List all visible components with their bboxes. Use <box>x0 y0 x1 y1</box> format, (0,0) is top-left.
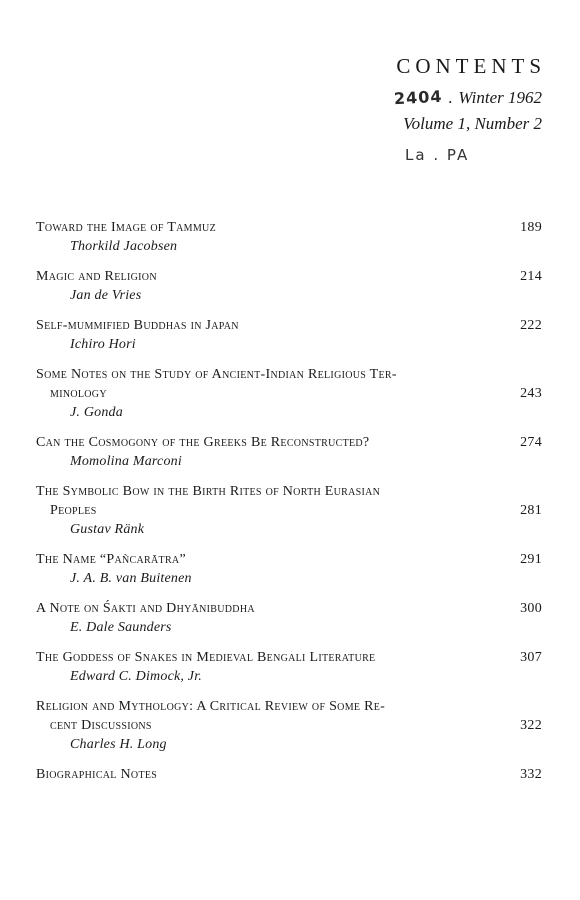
entry-title-text: The Goddess of Snakes in Medieval Bengali Literature <box>36 650 376 665</box>
entry-title <box>36 648 542 667</box>
entry-title-continued <box>36 384 542 403</box>
toc-entry[interactable] <box>36 648 542 686</box>
toc-entry[interactable] <box>36 316 542 354</box>
entry-author: Edward C. Dimock, Jr. <box>70 669 203 684</box>
entry-title <box>36 365 542 384</box>
issue-season: Winter 1962 <box>458 88 542 107</box>
entry-title-cont-text: Peoples <box>50 503 97 518</box>
entry-author: Momolina Marconi <box>70 454 182 469</box>
entry-page: 281 <box>520 503 542 518</box>
toc-entry[interactable] <box>36 599 542 637</box>
entry-title <box>36 697 542 716</box>
entry-title <box>36 316 542 335</box>
toc-entry[interactable] <box>36 365 542 422</box>
entry-page: 322 <box>520 718 542 733</box>
entry-title <box>36 482 542 501</box>
entry-title <box>36 599 542 618</box>
entry-page: 291 <box>520 552 542 567</box>
toc-entry[interactable] <box>36 550 542 588</box>
handwritten-note: La . PA <box>405 146 470 164</box>
entry-title <box>36 765 542 784</box>
handwritten-code: 2404 <box>393 86 443 109</box>
entry-author: Jan de Vries <box>70 288 142 303</box>
entry-author: Gustav Ränk <box>70 522 145 537</box>
toc-entry[interactable] <box>36 765 542 784</box>
entry-title-text: A Note on Śakti and Dhyānibuddha <box>36 601 255 616</box>
entry-title <box>36 433 542 452</box>
entry-author: Charles H. Long <box>70 737 167 752</box>
entry-title <box>36 550 542 569</box>
entry-title-cont-text: minology <box>50 386 107 401</box>
entry-page: 332 <box>520 767 542 782</box>
entry-title-text: Magic and Religion <box>36 269 157 284</box>
entry-title-continued <box>36 501 542 520</box>
separator-dot: . <box>448 88 453 107</box>
entry-title-text: The Symbolic Bow in the Birth Rites of North Eurasian <box>36 484 381 499</box>
toc-entry[interactable] <box>36 433 542 471</box>
entry-title <box>36 267 542 286</box>
entry-author: Thorkild Jacobsen <box>70 239 178 254</box>
entry-author: E. Dale Saunders <box>70 620 172 635</box>
entry-page: 214 <box>520 269 542 284</box>
entry-author: J. A. B. van Buitenen <box>70 571 192 586</box>
entry-title-text: Religion and Mythology: A Critical Review of Some Re- <box>36 699 386 714</box>
entry-title-continued <box>36 716 542 735</box>
entry-title-text: Toward the Image of Tammuz <box>36 220 216 235</box>
issue-line <box>300 87 542 109</box>
entry-page: 243 <box>520 386 542 401</box>
contents-title: CONTENTS <box>396 54 546 78</box>
contents-header <box>300 54 546 135</box>
entry-title-text: Can the Cosmogony of the Greeks Be Reconstructed? <box>36 435 370 450</box>
entry-title-text: Some Notes on the Study of Ancient-Indian Religious Ter- <box>36 367 397 382</box>
entry-page: 274 <box>520 435 542 450</box>
toc-entry[interactable] <box>36 267 542 305</box>
volume-number: Volume 1, Number 2 <box>403 114 542 133</box>
entry-page: 307 <box>520 650 542 665</box>
toc-entry[interactable] <box>36 218 542 256</box>
toc-entry[interactable] <box>36 482 542 539</box>
entry-author: J. Gonda <box>70 405 123 420</box>
entry-page: 222 <box>520 318 542 333</box>
entry-title <box>36 218 542 237</box>
entry-title-cont-text: cent Discussions <box>50 718 152 733</box>
table-of-contents <box>36 218 542 795</box>
entry-title-text: The Name “Pañcarātra” <box>36 552 186 567</box>
entry-author: Ichiro Hori <box>70 337 136 352</box>
entry-page: 300 <box>520 601 542 616</box>
entry-title-text: Self-mummified Buddhas in Japan <box>36 318 239 333</box>
entry-title-text: Biographical Notes <box>36 767 158 782</box>
entry-page: 189 <box>520 220 542 235</box>
toc-entry[interactable] <box>36 697 542 754</box>
